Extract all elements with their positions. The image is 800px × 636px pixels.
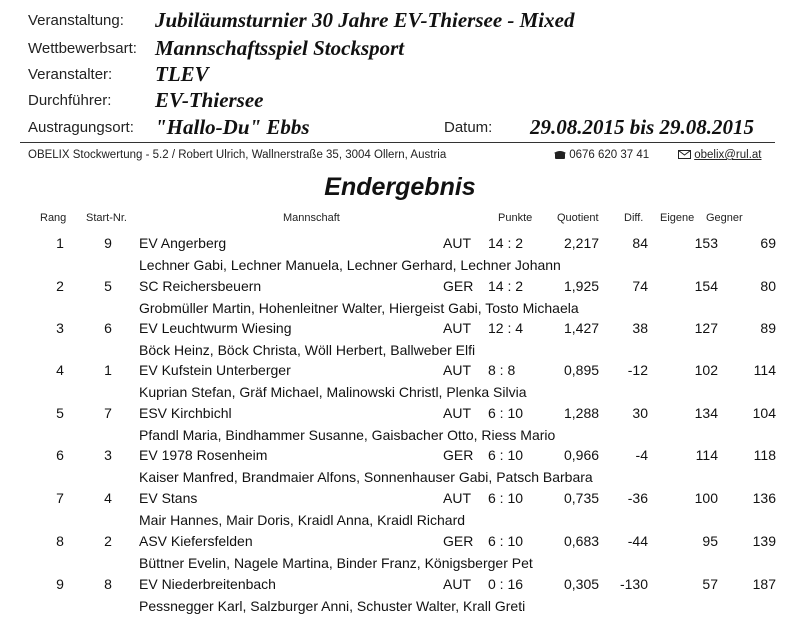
table-row xyxy=(0,278,800,320)
nation: GER xyxy=(443,447,474,463)
nation: GER xyxy=(443,278,474,294)
team-members: Lechner Gabi, Lechner Manuela, Lechner Gerhard, Lechner Johann xyxy=(139,257,561,273)
team-members: Pessnegger Karl, Salzburger Anni, Schuster Walter, Krall Greti xyxy=(139,598,526,614)
date-label: Datum: xyxy=(444,119,493,136)
start-number: 2 xyxy=(104,533,112,549)
competition-type-label: Wettbewerbsart: xyxy=(28,40,137,57)
team-members: Grobmüller Martin, Hohenleitner Walter, Hiergeist Gabi, Tosto Michaela xyxy=(139,300,579,316)
team-name: EV Kufstein Unterberger xyxy=(139,362,291,378)
team-members: Böck Heinz, Böck Christa, Wöll Herbert, Ballweber Elfi xyxy=(139,342,476,358)
rank: 7 xyxy=(56,490,64,506)
team-members: Büttner Evelin, Nagele Martina, Binder Franz, Königsberger Pet xyxy=(139,555,533,571)
start-number: 8 xyxy=(104,576,112,592)
col-own: Eigene xyxy=(660,212,695,224)
difference: -44 xyxy=(627,533,648,549)
start-number: 9 xyxy=(104,235,112,251)
table-row xyxy=(0,447,800,489)
header-divider xyxy=(20,142,775,143)
nation: AUT xyxy=(443,576,471,592)
start-number: 1 xyxy=(104,362,112,378)
event-label: Veranstaltung: xyxy=(28,12,124,29)
quotient: 0,735 xyxy=(564,490,600,506)
software-info: OBELIX Stockwertung - 5.2 / Robert Ulrich, Wallnerstraße 35, 3004 Ollern, Austria xyxy=(28,149,447,161)
start-number: 5 xyxy=(104,278,112,294)
points: 8 : 8 xyxy=(488,362,516,378)
team-name: EV 1978 Rosenheim xyxy=(139,447,268,463)
rank: 1 xyxy=(56,235,64,251)
opponent-points: 187 xyxy=(752,576,776,592)
col-opp: Gegner xyxy=(706,212,743,224)
rank: 3 xyxy=(56,320,64,336)
start-number: 7 xyxy=(104,405,112,421)
quotient: 0,683 xyxy=(564,533,600,549)
points: 6 : 10 xyxy=(488,533,524,549)
start-number: 4 xyxy=(104,490,112,506)
table-row xyxy=(0,405,800,447)
nation: AUT xyxy=(443,405,471,421)
difference: 84 xyxy=(632,235,648,251)
email-contact xyxy=(678,149,762,161)
organizer-label: Veranstalter: xyxy=(28,66,113,83)
start-number: 6 xyxy=(104,320,112,336)
difference: -36 xyxy=(627,490,648,506)
page-title: Endergebnis xyxy=(324,173,476,201)
points: 6 : 10 xyxy=(488,447,524,463)
points: 6 : 10 xyxy=(488,490,524,506)
envelope-icon xyxy=(678,150,691,159)
table-row xyxy=(0,490,800,532)
quotient: 1,288 xyxy=(564,405,600,421)
difference: 38 xyxy=(632,320,648,336)
rank: 9 xyxy=(56,576,64,592)
rank: 5 xyxy=(56,405,64,421)
col-team: Mannschaft xyxy=(283,212,340,224)
quotient: 2,217 xyxy=(564,235,600,251)
own-points: 114 xyxy=(695,447,718,463)
own-points: 95 xyxy=(702,533,718,549)
opponent-points: 136 xyxy=(752,490,776,506)
opponent-points: 104 xyxy=(752,405,776,421)
rank: 2 xyxy=(56,278,64,294)
col-diff: Diff. xyxy=(624,212,644,224)
competition-type-value: Mannschaftsspiel Stocksport xyxy=(155,36,405,60)
points: 0 : 16 xyxy=(488,576,524,592)
points: 6 : 10 xyxy=(488,405,524,421)
own-points: 57 xyxy=(702,576,718,592)
phone-icon xyxy=(554,150,566,160)
difference: 30 xyxy=(632,405,648,421)
host-value: EV-Thiersee xyxy=(155,88,264,112)
own-points: 134 xyxy=(694,405,718,421)
team-name: ESV Kirchbichl xyxy=(139,405,232,421)
team-name: EV Stans xyxy=(139,490,198,506)
table-row xyxy=(0,576,800,618)
nation: AUT xyxy=(443,235,471,251)
venue-value: "Hallo-Du" Ebbs xyxy=(155,115,310,139)
col-start: Start-Nr. xyxy=(86,212,127,224)
own-points: 154 xyxy=(694,278,718,294)
opponent-points: 118 xyxy=(753,447,776,463)
points: 12 : 4 xyxy=(488,320,524,336)
team-name: SC Reichersbeuern xyxy=(139,278,262,294)
difference: -4 xyxy=(635,447,648,463)
email-address[interactable]: obelix@rul.at xyxy=(694,149,762,161)
team-members: Mair Hannes, Mair Doris, Kraidl Anna, Kraidl Richard xyxy=(139,512,466,528)
event-value: Jubiläumsturnier 30 Jahre EV-Thiersee - Mixed xyxy=(155,8,575,32)
opponent-points: 69 xyxy=(760,235,776,251)
team-members: Kaiser Manfred, Brandmaier Alfons, Sonnenhauser Gabi, Patsch Barbara xyxy=(139,469,593,485)
venue-label: Austragungsort: xyxy=(28,119,134,136)
difference: -12 xyxy=(627,362,648,378)
quotient: 1,427 xyxy=(564,320,600,336)
opponent-points: 139 xyxy=(752,533,776,549)
team-name: EV Niederbreitenbach xyxy=(139,576,276,592)
quotient: 0,966 xyxy=(564,447,600,463)
organizer-value: TLEV xyxy=(155,62,209,86)
team-name: EV Angerberg xyxy=(139,235,227,251)
col-rank: Rang xyxy=(40,212,67,224)
date-value: 29.08.2015 bis 29.08.2015 xyxy=(530,115,755,139)
nation: AUT xyxy=(443,362,471,378)
nation: AUT xyxy=(443,490,471,506)
nation: GER xyxy=(443,533,474,549)
table-row xyxy=(0,320,800,362)
opponent-points: 89 xyxy=(760,320,776,336)
rank: 4 xyxy=(56,362,64,378)
own-points: 102 xyxy=(694,362,718,378)
quotient: 0,305 xyxy=(564,576,600,592)
table-row xyxy=(0,235,800,277)
quotient: 1,925 xyxy=(564,278,600,294)
difference: 74 xyxy=(632,278,648,294)
phone-number: 0676 620 37 41 xyxy=(569,149,650,161)
table-row xyxy=(0,533,800,575)
opponent-points: 80 xyxy=(760,278,776,294)
own-points: 127 xyxy=(694,320,718,336)
opponent-points: 114 xyxy=(753,362,776,378)
quotient: 0,895 xyxy=(564,362,600,378)
own-points: 100 xyxy=(694,490,718,506)
nation: AUT xyxy=(443,320,471,336)
rank: 6 xyxy=(56,447,64,463)
difference: -130 xyxy=(619,576,648,592)
host-label: Durchführer: xyxy=(28,92,112,109)
team-members: Kuprian Stefan, Gräf Michael, Malinowski Christl, Plenka Silvia xyxy=(139,384,527,400)
team-members: Pfandl Maria, Bindhammer Susanne, Gaisbacher Otto, Riess Mario xyxy=(139,427,556,443)
col-quotient: Quotient xyxy=(557,212,599,224)
points: 14 : 2 xyxy=(488,278,524,294)
phone-contact xyxy=(554,149,649,161)
team-name: EV Leuchtwurm Wiesing xyxy=(139,320,292,336)
col-points: Punkte xyxy=(498,212,533,224)
rank: 8 xyxy=(56,533,64,549)
team-name: ASV Kiefersfelden xyxy=(139,533,253,549)
start-number: 3 xyxy=(104,447,112,463)
table-row xyxy=(0,362,800,404)
points: 14 : 2 xyxy=(488,235,524,251)
own-points: 153 xyxy=(694,235,718,251)
